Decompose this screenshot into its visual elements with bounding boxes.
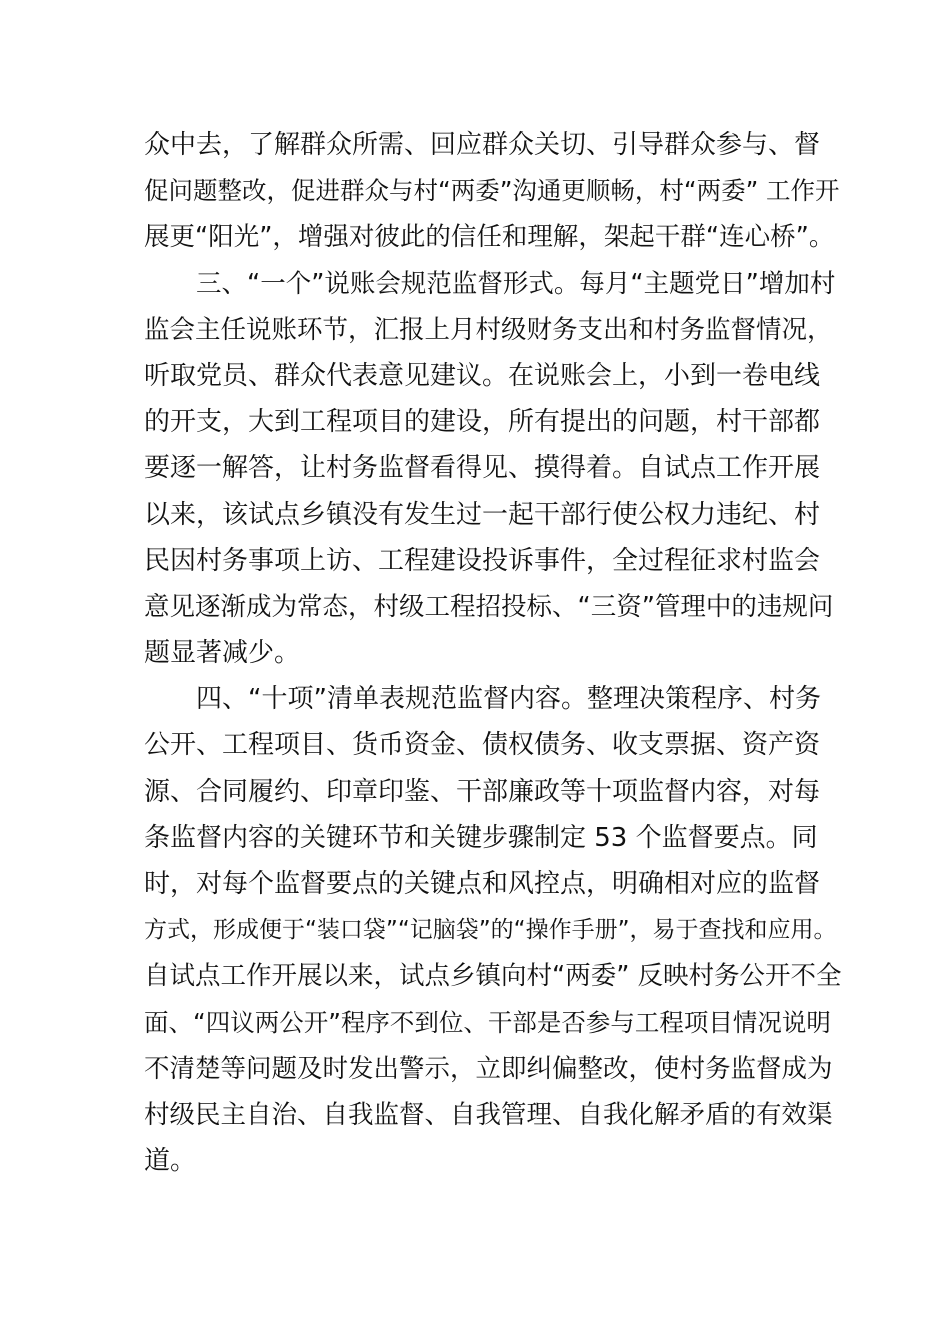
paragraph-line: 道。 <box>144 1146 197 1177</box>
paragraph-line: 公开、工程项目、货币资金、债权债务、收支票据、资产资 <box>144 730 821 761</box>
paragraph-line: 村级民主自治、自我监督、自我管理、自我化解矛盾的有效渠 <box>144 1099 833 1130</box>
paragraph-first-line: 三、“一个”说账会规范监督形式。每月“主题党日”增加村 <box>196 268 836 299</box>
paragraph-line: 促问题整改，促进群众与村“两委”沟通更顺畅，村“两委” 工作开 <box>144 176 840 206</box>
paragraph-line: 面、“四议两公开”程序不到位、干部是否参与工程项目情况说明 <box>144 1007 831 1037</box>
paragraph-line: 要逐一解答，让村务监督看得见、摸得着。自试点工作开展 <box>144 453 821 484</box>
paragraph-line: 不清楚等问题及时发出警示，立即纠偏整改，使村务监督成为 <box>144 1053 833 1084</box>
paragraph-line: 源、合同履约、印章印鉴、干部廉政等十项监督内容，对每 <box>144 776 821 807</box>
paragraph-line: 自试点工作开展以来，试点乡镇向村“两委” 反映村务公开不全 <box>144 961 842 992</box>
paragraph-line: 众中去，了解群众所需、回应群众关切、引导群众参与、督 <box>144 130 821 160</box>
paragraph-line: 意见逐渐成为常态，村级工程招投标、“三资”管理中的违规问 <box>144 591 834 622</box>
paragraph-line: 方式，形成便于“装口袋”“记脑袋”的“操作手册”，易于查找和应用。 <box>144 917 837 944</box>
paragraph-line: 展更“阳光”，增强对彼此的信任和理解，架起干群“连心桥”。 <box>144 222 835 253</box>
paragraph-line: 时，对每个监督要点的关键点和风控点，明确相对应的监督 <box>144 869 821 899</box>
paragraph-first-line: 四、“十项”清单表规范监督内容。整理决策程序、村务 <box>196 684 821 715</box>
body-text <box>144 122 844 1184</box>
paragraph-line: 监会主任说账环节，汇报上月村级财务支出和村务监督情况， <box>144 314 833 345</box>
paragraph-line: 条监督内容的关键环节和关键步骤制定 53 个监督要点。同 <box>144 822 818 853</box>
paragraph-line: 题显著减少。 <box>144 638 301 669</box>
paragraph-line: 听取党员、群众代表意见建议。在说账会上，小到一卷电线 <box>144 360 821 391</box>
paragraph-line: 以来，该试点乡镇没有发生过一起干部行使公权力违纪、村 <box>144 499 821 530</box>
paragraph-line: 的开支，大到工程项目的建设，所有提出的问题，村干部都 <box>144 407 821 438</box>
paragraph-line: 民因村务事项上访、工程建设投诉事件，全过程征求村监会 <box>144 545 821 576</box>
